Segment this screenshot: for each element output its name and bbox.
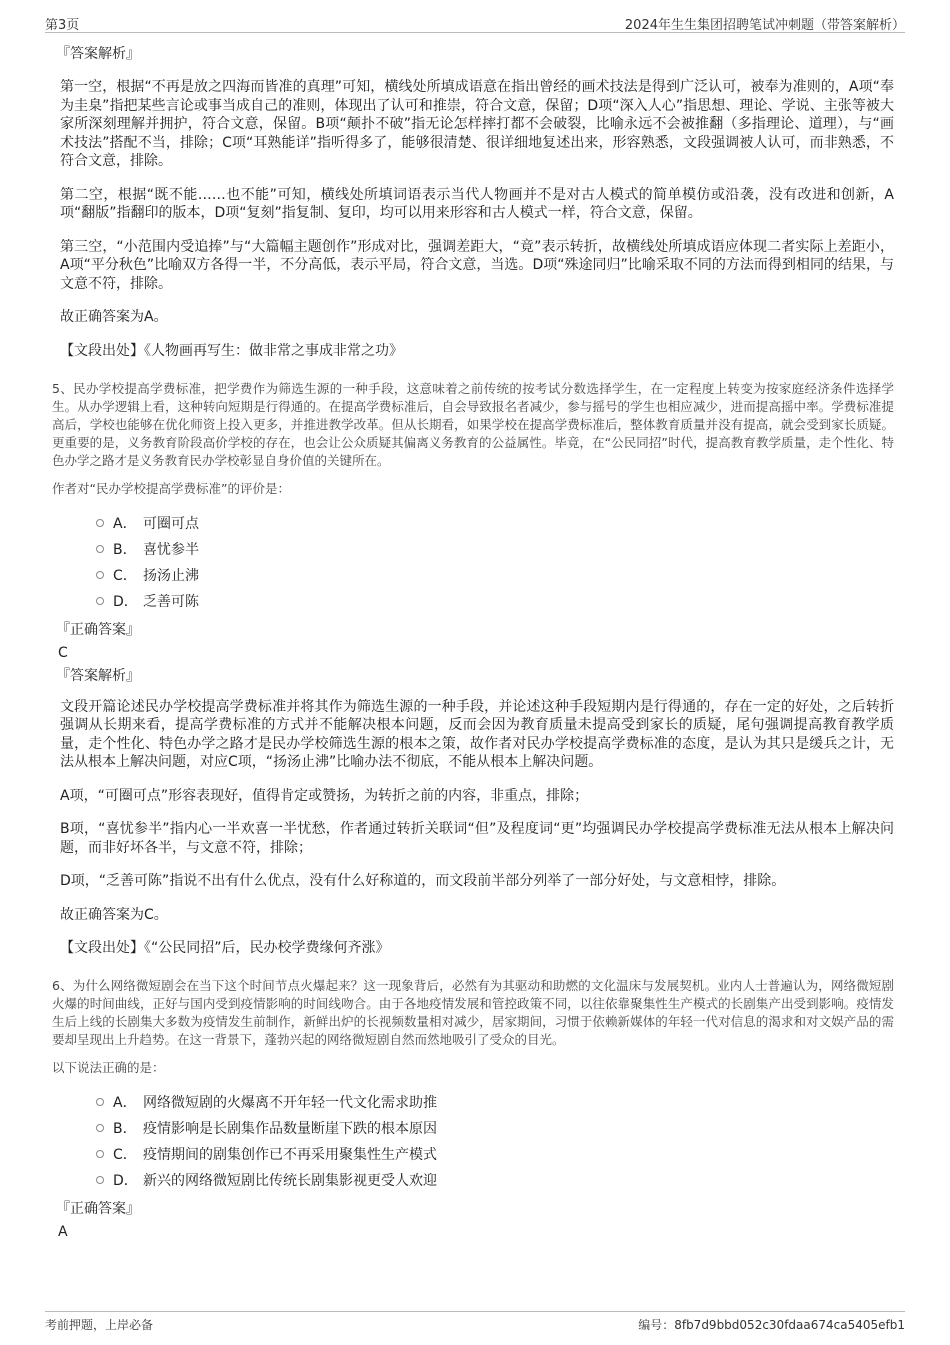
option-label: D． bbox=[113, 1173, 138, 1189]
option-text: 扬汤止沸 bbox=[143, 567, 199, 584]
q5-option-d[interactable] bbox=[96, 588, 894, 614]
q6-prompt: 以下说法正确的是： bbox=[52, 1060, 165, 1075]
option-text: 可圈可点 bbox=[143, 515, 199, 532]
q5-conclusion: 故正确答案为C。 bbox=[60, 906, 168, 923]
radio-icon[interactable] bbox=[96, 1150, 104, 1158]
option-text: 新兴的网络微短剧比传统长剧集影视更受人欢迎 bbox=[143, 1173, 437, 1189]
option-label: C． bbox=[113, 1147, 137, 1163]
q5-analysis-paragraph: B项，“喜忧参半”指内心一半欢喜一半忧愁，作者通过转折关联词“但”及程度词“更”均强调民办学校提高学费标准无法从根本上解决问题，而非好坏各半，与文意不符，排除； bbox=[60, 821, 894, 856]
q5-source: 【文段出处】《“公民同招”后，民办校学费缘何齐涨》 bbox=[60, 940, 390, 956]
q4-analysis-paragraph: 第二空，根据“既不能……也不能”可知，横线处所填词语表示当代人物画并不是对古人模式的简单模仿或沿袭，没有改进和创新，A项“翻版”指翻印的版本，D项“复刻”指复制、复印，均可以用来形容和古人模式一样，符合文意，保留。 bbox=[60, 186, 894, 221]
q4-analysis-paragraph: 第一空，根据“不再是放之四海而皆准的真理”可知，横线处所填成语意在指出曾经的画术技法是得到广泛认可，被奉为准则的，A项“奉为圭臬”指把某些言论或事当成自己的准则，体现出了认可和推崇，符合文意，保留；D项“深入人心”指思想、理论、学说、主张等被大家所深刻理解并拥护，符合文意，保留。B项“颠扑不破”指无论怎样摔打都不会破裂，比喻永远不会被推翻（多指理论、道理），与“画术技法”搭配不当，排除；C项“耳熟能详”指听得多了，能够很清楚、很详细地复述出来，形容熟悉，文段强调被人认可，而非熟悉，不符合文意，排除。 bbox=[60, 79, 894, 169]
radio-icon[interactable] bbox=[96, 1176, 104, 1184]
q5-option-a[interactable] bbox=[96, 510, 894, 536]
option-label: B． bbox=[113, 1121, 137, 1137]
option-label: B． bbox=[113, 541, 137, 558]
radio-icon[interactable] bbox=[96, 1124, 104, 1132]
page-header bbox=[45, 12, 905, 33]
option-text: 疫情影响是长剧集作品数量断崖下跌的根本原因 bbox=[143, 1121, 437, 1137]
radio-icon[interactable] bbox=[96, 597, 104, 605]
option-text: 喜忧参半 bbox=[143, 541, 199, 558]
option-label: A． bbox=[113, 1095, 137, 1111]
option-label: C． bbox=[113, 567, 137, 584]
page-number: 第3页 bbox=[45, 18, 80, 33]
q5-option-c[interactable] bbox=[96, 562, 894, 588]
q4-conclusion: 故正确答案为A。 bbox=[60, 309, 168, 325]
q6-answer-tag: 『正确答案』 bbox=[56, 1201, 140, 1217]
option-text: 网络微短剧的火爆离不开年轻一代文化需求助推 bbox=[143, 1095, 437, 1111]
q6-option-d[interactable] bbox=[96, 1167, 894, 1193]
q4-analysis-tag: 『答案解析』 bbox=[56, 46, 140, 62]
option-text: 乏善可陈 bbox=[143, 593, 199, 610]
q6-option-a[interactable] bbox=[96, 1089, 894, 1115]
page-footer bbox=[45, 1311, 905, 1334]
option-label: D． bbox=[113, 593, 138, 610]
q6-options bbox=[96, 1089, 894, 1193]
radio-icon[interactable] bbox=[96, 519, 104, 527]
q5-analysis-paragraph: A项，“可圈可点”形容表现好，值得肯定或赞扬，为转折之前的内容，非重点，排除； bbox=[60, 787, 589, 804]
q6-option-b[interactable] bbox=[96, 1115, 894, 1141]
q5-answer-tag: 『正确答案』 bbox=[56, 621, 140, 638]
q5-options bbox=[96, 510, 894, 614]
q4-source: 【文段出处】《人物画再写生：做非常之事成非常之功》 bbox=[60, 342, 403, 359]
q5-option-b[interactable] bbox=[96, 536, 894, 562]
footer-slogan: 考前押题，上岸必备 bbox=[45, 1318, 154, 1332]
q6-answer: A bbox=[58, 1224, 68, 1240]
q5-answer: C bbox=[58, 644, 68, 661]
q6-option-c[interactable] bbox=[96, 1141, 894, 1167]
radio-icon[interactable] bbox=[96, 571, 104, 579]
q6-question-text: 6、为什么网络微短剧会在当下这个时间节点火爆起来？这一现象背后，必然有为其驱动和助燃的文化温床与发展契机。业内人士普遍认为，网络微短剧火爆的时间曲线，正好与国内受到疫情影响的时间线吻合。由于各地疫情发展和管控政策不同，以往依靠聚集性生产模式的长剧集产出受到影响。疫情发生后上线的长剧集大多数为疫情发生前制作，新鲜出炉的长视频数量相对减少，居家期间，习惯于依赖新媒体的年轻一代对信息的渴求和对文娱产品的需要却呈现出上升趋势。在这一背景下，蓬勃兴起的网络微短剧自然而然地吸引了受众的目光。 bbox=[52, 978, 894, 1047]
q5-analysis-paragraph: 文段开篇论述民办学校提高学费标准并将其作为筛选生源的一种手段，并论述这种手段短期内是行得通的，存在一定的好处，之后转折强调从长期来看，提高学费标准的方式并不能解决根本问题，反而会因为教育质量未提高受到家长的质疑，尾句强调提高教育教学质量，走个性化、特色办学之路才是民办学校筛选生源的根本之策，故作者对民办学校提高学费标准的态度，是认为其只是缓兵之计，无法从根本上解决问题，对应C项，“扬汤止沸”比喻办法不彻底，不能从根本上解决问题。 bbox=[60, 698, 894, 770]
radio-icon[interactable] bbox=[96, 1098, 104, 1106]
option-label: A． bbox=[113, 515, 137, 532]
q5-question-text: 5、民办学校提高学费标准，把学费作为筛选生源的一种手段，这意味着之前传统的按考试分数选择学生，在一定程度上转变为按家庭经济条件选择学生。从办学逻辑上看，这种转向短期是行得通的。在提高学费标准后，自会导致报名者减少，参与摇号的学生也相应减少，进而提高摇中率。学费标准提高后，学校也能够在优化师资上投入更多，并推进教学改革。但从长期看，如果学校在提高学费标准后，整体教育质量并没有提高，就会受到家长质疑。更重要的是，义务教育阶段高价学校的存在，也会让公众质疑其偏离义务教育的公益属性。毕竟，在“公民同招”时代，提高教育教学质量，走个性化、特色办学之路才是义务教育民办学校彰显自身价值的关键所在。 bbox=[52, 380, 894, 468]
document-title: 2024年生生集团招聘笔试冲刺题（带答案解析） bbox=[624, 18, 905, 33]
page-content bbox=[52, 44, 894, 1245]
q5-analysis-tag: 『答案解析』 bbox=[56, 667, 140, 684]
radio-icon[interactable] bbox=[96, 545, 104, 553]
q4-analysis-paragraph: 第三空，“小范围内受追捧”与“大篇幅主题创作”形成对比，强调差距大，“竟”表示转折，故横线处所填成语应体现二者实际上差距小，A项“平分秋色”比喻双方各得一半，不分高低，表示平局，符合文意，当选。D项“殊途同归”比喻采取不同的方法而得到相同的结果，与文意不符，排除。 bbox=[60, 238, 894, 292]
q5-analysis-paragraph: D项，“乏善可陈”指说不出有什么优点，没有什么好称道的，而文段前半部分列举了一部分好处，与文意相悖，排除。 bbox=[60, 873, 786, 889]
q5-prompt: 作者对“民办学校提高学费标准”的评价是： bbox=[52, 480, 290, 496]
option-text: 疫情期间的剧集创作已不再采用聚集性生产模式 bbox=[143, 1147, 437, 1163]
document-id: 编号：8fb7d9bbd052c30fdaa674ca5405efb1 bbox=[638, 1318, 905, 1332]
